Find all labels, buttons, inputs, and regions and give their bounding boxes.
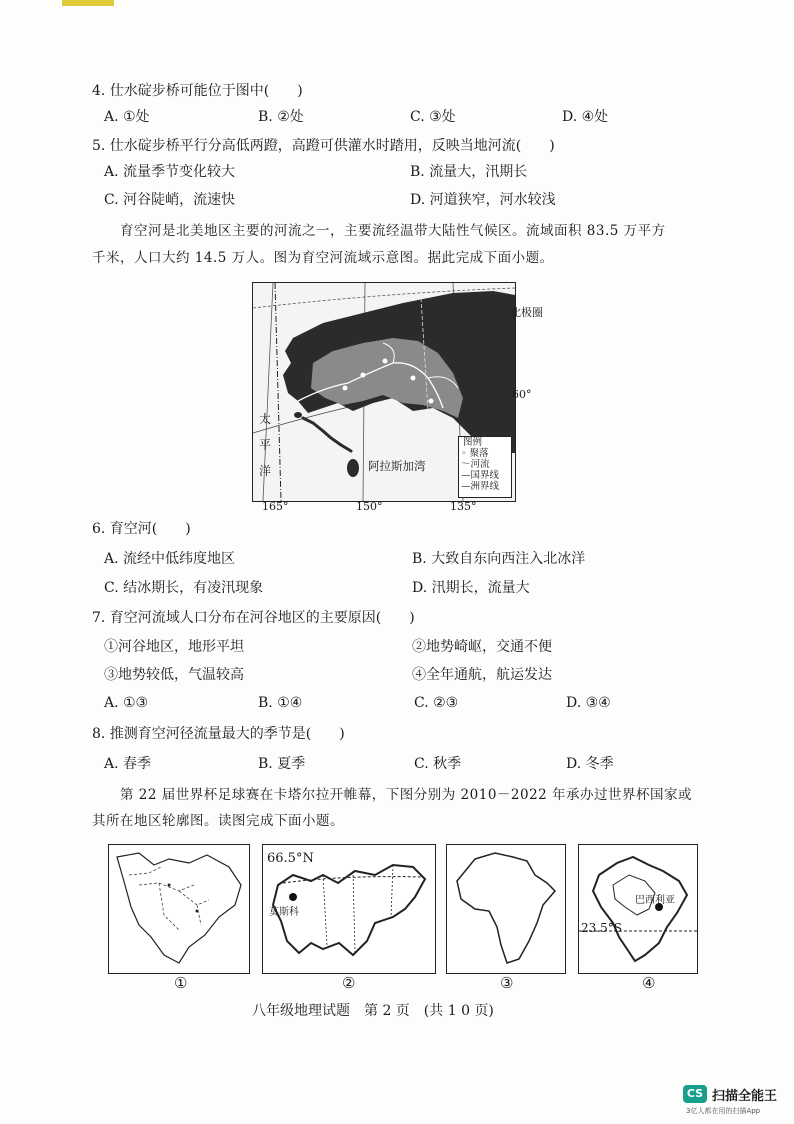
intro1-line2: 千米，人口大约 14.5 万人。图为育空河流域示意图。据此完成下面小题。 (92, 250, 554, 266)
q7-option-a: A. ①③ (104, 695, 149, 711)
q6-option-c: C. 结冰期长，有凌汛现象 (104, 580, 264, 596)
q8-option-a: A. 春季 (104, 756, 152, 772)
q7-option-d: D. ③④ (566, 695, 611, 711)
q8-option-d: D. 冬季 (566, 756, 614, 772)
legend-river: 河流 (470, 459, 490, 470)
map-brazil (578, 844, 698, 974)
camscanner-name: 扫描全能王 (712, 1089, 778, 1104)
legend-national-border: 国界线 (470, 470, 500, 481)
q4-option-c: C. ③处 (410, 109, 456, 125)
arctic-circle-label-outside: 北极圈 (510, 306, 543, 319)
gulf-of-alaska-label: 阿拉斯加湾 (368, 459, 426, 473)
q5-option-a: A. 流量季节变化较大 (104, 164, 236, 180)
map-number-3: ③ (500, 974, 514, 992)
q7-statement-2: ②地势崎岖，交通不便 (412, 639, 552, 655)
continent-border-icon: — (461, 481, 471, 492)
q4-stem: 4. 仕水碇步桥可能位于图中( ) (92, 83, 303, 99)
intro2-line2: 其所在地区轮廓图。读图完成下面小题。 (92, 813, 344, 829)
q6-stem: 6. 育空河( ) (92, 521, 191, 537)
map-number-1: ① (174, 974, 188, 992)
ocean-label-1: 太 (259, 412, 272, 426)
q4-option-b: B. ②处 (258, 109, 304, 125)
ocean-label-3: 洋 (259, 464, 272, 478)
africa-outline (447, 845, 565, 973)
legend-continent-border: 洲界线 (470, 481, 500, 492)
q7-option-c: C. ②③ (414, 695, 459, 711)
q6-option-d: D. 汛期长，流量大 (412, 580, 530, 596)
map-number-2: ② (342, 974, 356, 992)
river-icon: ～ (461, 459, 471, 470)
q7-statement-4: ④全年通航，航运发达 (412, 667, 552, 683)
q7-statement-3: ③地势较低，气温较高 (104, 667, 244, 683)
legend-settlement: 聚落 (469, 448, 489, 459)
lon-150-label: 150° (356, 500, 383, 513)
q4-option-d: D. ④处 (562, 109, 609, 125)
map-russia (262, 844, 436, 974)
map-legend (458, 436, 512, 498)
q6-option-a: A. 流经中低纬度地区 (104, 551, 236, 567)
q8-stem: 8. 推测育空河径流量最大的季节是( ) (92, 726, 345, 742)
map-middle-east (108, 844, 250, 974)
q7-statement-1: ①河谷地区，地形平坦 (104, 639, 244, 655)
q6-option-b: B. 大致自东向西注入北冰洋 (412, 551, 586, 567)
map-africa (446, 844, 566, 974)
q7-option-b: B. ①④ (258, 695, 303, 711)
tropic-label: 23.5°S (581, 921, 622, 935)
settlement-icon: ◦ (461, 448, 467, 459)
q8-option-c: C. 秋季 (414, 756, 462, 772)
middle-east-outline (109, 845, 249, 973)
intro2-line1: 第 22 届世界杯足球赛在卡塔尔拉开帷幕，下图分别为 2010－2022 年承办过世界杯国家或 (120, 787, 693, 803)
camscanner-tagline: 3亿人都在用的扫描App (686, 1107, 761, 1115)
lon-165-label: 165° (262, 500, 289, 513)
intro1-line1: 育空河是北美地区主要的河流之一，主要流经温带大陆性气候区。流域面积 83.5 万平方 (120, 223, 666, 239)
q5-stem: 5. 仕水碇步桥平行分高低两蹬，高蹬可供灌水时踏用，反映当地河流( ) (92, 138, 555, 154)
brasilia-label: 巴西利亚 (635, 895, 675, 906)
national-border-icon: — (461, 470, 471, 481)
q5-option-d: D. 河道狭窄，河水较浅 (410, 192, 556, 208)
q5-option-c: C. 河谷陡峭，流速快 (104, 192, 236, 208)
camscanner-logo-icon: CS (683, 1085, 707, 1103)
q7-stem: 7. 育空河流域人口分布在河谷地区的主要原因( ) (92, 610, 415, 626)
lat-60-label: 60° (512, 388, 532, 401)
ocean-label-2: 平 (259, 438, 272, 452)
lon-135-label: 135° (450, 500, 477, 513)
q8-option-b: B. 夏季 (258, 756, 306, 772)
legend-title: 图例 (463, 437, 483, 448)
top-color-mark (62, 0, 114, 6)
brazil-outline (579, 845, 697, 973)
q5-option-b: B. 流量大，汛期长 (410, 164, 528, 180)
map-number-4: ④ (642, 974, 656, 992)
moscow-label: 莫斯科 (269, 907, 299, 918)
q4-option-a: A. ①处 (104, 109, 150, 125)
russia-latitude-label: 66.5°N (267, 851, 314, 866)
page-footer: 八年级地理试题 第 2 页 (共 1 0 页) (252, 1003, 494, 1019)
